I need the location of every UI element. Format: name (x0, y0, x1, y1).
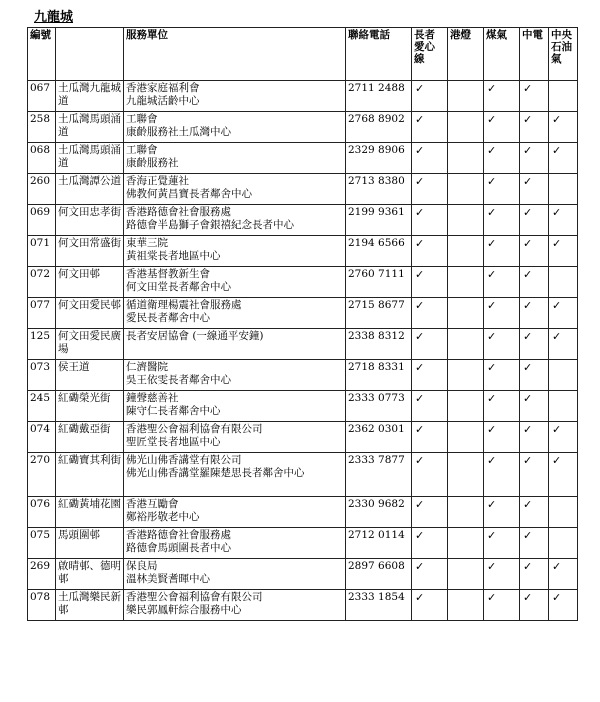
cell-code: 068 (28, 143, 56, 174)
unit-centre: 佛光山佛香講堂羅陳楚思長者鄰舍中心 (126, 467, 305, 479)
check-clp: ✓ (520, 391, 549, 422)
unit-centre: 佛教何黃昌寶長者鄰舍中心 (126, 188, 252, 200)
cell-code: 071 (28, 236, 56, 267)
table-row (28, 453, 578, 497)
table-row (28, 559, 578, 590)
check-gas: ✓ (484, 360, 520, 391)
cell-code: 260 (28, 174, 56, 205)
check-port (448, 329, 484, 360)
header-gas: 煤氣 (484, 28, 520, 81)
unit-organisation: 香港互勵會 (126, 498, 179, 510)
check-clp: ✓ (520, 298, 549, 329)
cell-code: 270 (28, 453, 56, 497)
cell-address: 土瓜灣譚公道 (56, 174, 124, 205)
check-clp: ✓ (520, 81, 549, 112)
check-port (448, 391, 484, 422)
unit-organisation: 仁濟醫院 (126, 361, 168, 373)
check-clp: ✓ (520, 174, 549, 205)
cell-code: 125 (28, 329, 56, 360)
cell-address: 何文田愛民邨 (56, 298, 124, 329)
cell-unit (124, 205, 346, 236)
table-row (28, 528, 578, 559)
check-lpg: ✓ (549, 112, 578, 143)
unit-centre: 康齡服務社土瓜灣中心 (126, 126, 231, 138)
cell-address: 馬頭圍邨 (56, 528, 124, 559)
cell-phone: 2760 7111 (346, 267, 412, 298)
check-lpg (549, 497, 578, 528)
check-lpg: ✓ (549, 422, 578, 453)
check-gas: ✓ (484, 81, 520, 112)
cell-phone: 2768 8902 (346, 112, 412, 143)
check-clp: ✓ (520, 528, 549, 559)
cell-code: 077 (28, 298, 56, 329)
cell-phone: 2329 8906 (346, 143, 412, 174)
check-port (448, 528, 484, 559)
cell-phone: 2718 8331 (346, 360, 412, 391)
cell-phone: 2333 0773 (346, 391, 412, 422)
check-port (448, 81, 484, 112)
check-gas: ✓ (484, 590, 520, 621)
check-elderly: ✓ (412, 112, 448, 143)
cell-phone: 2711 2488 (346, 81, 412, 112)
cell-code: 072 (28, 267, 56, 298)
cell-phone: 2362 0301 (346, 422, 412, 453)
unit-centre: 九龍城活齡中心 (126, 95, 200, 107)
check-gas: ✓ (484, 329, 520, 360)
unit-centre: 聖匠堂長者地區中心 (126, 436, 221, 448)
header-unit: 服務單位 (124, 28, 346, 81)
cell-unit (124, 360, 346, 391)
check-clp: ✓ (520, 143, 549, 174)
check-elderly: ✓ (412, 298, 448, 329)
check-gas: ✓ (484, 174, 520, 205)
cell-address: 土瓜灣樂民新邨 (56, 590, 124, 621)
cell-address: 土瓜灣馬頭涌道 (56, 143, 124, 174)
cell-unit (124, 298, 346, 329)
check-elderly: ✓ (412, 329, 448, 360)
header-code: 編號 (28, 28, 56, 81)
unit-centre: 鄭裕彤敬老中心 (126, 511, 200, 523)
cell-phone: 2713 8380 (346, 174, 412, 205)
table-row (28, 205, 578, 236)
header-clp: 中電 (520, 28, 549, 81)
check-elderly: ✓ (412, 143, 448, 174)
check-gas: ✓ (484, 298, 520, 329)
check-clp: ✓ (520, 497, 549, 528)
cell-address: 何文田愛民廣場 (56, 329, 124, 360)
check-lpg: ✓ (549, 590, 578, 621)
cell-unit (124, 453, 346, 497)
cell-phone: 2330 9682 (346, 497, 412, 528)
check-clp: ✓ (520, 422, 549, 453)
check-elderly: ✓ (412, 205, 448, 236)
check-gas: ✓ (484, 559, 520, 590)
check-clp: ✓ (520, 267, 549, 298)
cell-phone: 2897 6608 (346, 559, 412, 590)
check-clp: ✓ (520, 112, 549, 143)
check-gas: ✓ (484, 497, 520, 528)
table-row (28, 497, 578, 528)
check-port (448, 205, 484, 236)
check-port (448, 497, 484, 528)
check-gas: ✓ (484, 453, 520, 497)
cell-phone: 2715 8677 (346, 298, 412, 329)
cell-unit (124, 329, 346, 360)
check-lpg (549, 81, 578, 112)
check-elderly: ✓ (412, 453, 448, 497)
cell-address: 何文田常盛街 (56, 236, 124, 267)
cell-code: 073 (28, 360, 56, 391)
unit-centre: 愛民長者鄰舍中心 (126, 312, 210, 324)
table-header-row (28, 28, 578, 81)
unit-organisation: 香港路德會社會服務處 (126, 529, 231, 541)
unit-organisation: 長者安居協會 (一線通平安鐘) (126, 330, 264, 342)
unit-organisation: 工聯會 (126, 144, 158, 156)
check-elderly: ✓ (412, 422, 448, 453)
check-lpg: ✓ (549, 298, 578, 329)
cell-code: 076 (28, 497, 56, 528)
check-elderly: ✓ (412, 267, 448, 298)
cell-unit (124, 143, 346, 174)
check-elderly: ✓ (412, 590, 448, 621)
cell-unit (124, 267, 346, 298)
unit-centre: 吳王依雯長者鄰舍中心 (126, 374, 231, 386)
check-lpg (549, 528, 578, 559)
unit-centre: 樂民郭鳳軒綜合服務中心 (126, 604, 242, 616)
table-row (28, 267, 578, 298)
cell-phone: 2712 0114 (346, 528, 412, 559)
check-lpg (549, 391, 578, 422)
cell-address: 紅磡榮光街 (56, 391, 124, 422)
check-port (448, 360, 484, 391)
check-gas: ✓ (484, 205, 520, 236)
cell-code: 074 (28, 422, 56, 453)
check-elderly: ✓ (412, 360, 448, 391)
cell-code: 069 (28, 205, 56, 236)
check-port (448, 174, 484, 205)
cell-phone: 2199 9361 (346, 205, 412, 236)
check-gas: ✓ (484, 112, 520, 143)
table-row (28, 81, 578, 112)
check-gas: ✓ (484, 422, 520, 453)
cell-code: 067 (28, 81, 56, 112)
check-port (448, 422, 484, 453)
cell-code: 075 (28, 528, 56, 559)
cell-unit (124, 422, 346, 453)
cell-code: 245 (28, 391, 56, 422)
cell-phone: 2338 8312 (346, 329, 412, 360)
cell-unit (124, 391, 346, 422)
check-elderly: ✓ (412, 236, 448, 267)
cell-address: 侯王道 (56, 360, 124, 391)
unit-organisation: 香港基督教新生會 (126, 268, 210, 280)
unit-organisation: 香港家庭福利會 (126, 82, 200, 94)
table-row (28, 112, 578, 143)
check-clp: ✓ (520, 236, 549, 267)
unit-centre: 陳守仁長者鄰舍中心 (126, 405, 221, 417)
check-lpg: ✓ (549, 559, 578, 590)
cell-address: 紅磡寶其利街 (56, 453, 124, 497)
check-port (448, 267, 484, 298)
check-clp: ✓ (520, 590, 549, 621)
cell-address: 啟晴邨、德明邨 (56, 559, 124, 590)
cell-address: 何文田邨 (56, 267, 124, 298)
unit-organisation: 香海正覺蓮社 (126, 175, 189, 187)
unit-organisation: 香港聖公會福利協會有限公司 (126, 591, 263, 603)
table-row (28, 391, 578, 422)
header-lpg: 中央 石油 氣 (549, 28, 578, 81)
cell-address: 土瓜灣九龍城道 (56, 81, 124, 112)
check-port (448, 143, 484, 174)
unit-centre: 何文田堂長者鄰舍中心 (126, 281, 231, 293)
table-row (28, 329, 578, 360)
table-row (28, 298, 578, 329)
check-lpg: ✓ (549, 143, 578, 174)
unit-centre: 路德會馬頭圍長者中心 (126, 542, 231, 554)
cell-phone: 2194 6566 (346, 236, 412, 267)
header-elderly-line: 長者 愛心 線 (412, 28, 448, 81)
check-clp: ✓ (520, 205, 549, 236)
cell-phone: 2333 7877 (346, 453, 412, 497)
cell-unit (124, 174, 346, 205)
check-lpg (549, 360, 578, 391)
unit-organisation: 香港聖公會福利協會有限公司 (126, 423, 263, 435)
unit-organisation: 香港路德會社會服務處 (126, 206, 231, 218)
check-gas: ✓ (484, 267, 520, 298)
check-port (448, 590, 484, 621)
table-row (28, 143, 578, 174)
check-elderly: ✓ (412, 528, 448, 559)
unit-centre: 溫林美賢耆暉中心 (126, 573, 210, 585)
check-elderly: ✓ (412, 174, 448, 205)
table-row (28, 236, 578, 267)
check-lpg: ✓ (549, 329, 578, 360)
check-lpg: ✓ (549, 236, 578, 267)
check-port (448, 236, 484, 267)
cell-address: 何文田忠孝街 (56, 205, 124, 236)
district-title: 九龍城 (34, 10, 74, 25)
unit-organisation: 循道衛理楊震社會服務處 (126, 299, 242, 311)
check-clp: ✓ (520, 360, 549, 391)
table-row (28, 590, 578, 621)
unit-organisation: 工聯會 (126, 113, 158, 125)
check-port (448, 298, 484, 329)
unit-organisation: 保良局 (126, 560, 158, 572)
check-elderly: ✓ (412, 497, 448, 528)
table-row (28, 174, 578, 205)
unit-centre: 康齡服務社 (126, 157, 179, 169)
cell-unit (124, 559, 346, 590)
table-row (28, 360, 578, 391)
check-gas: ✓ (484, 236, 520, 267)
cell-unit (124, 81, 346, 112)
check-lpg (549, 174, 578, 205)
cell-address: 土瓜灣馬頭涌道 (56, 112, 124, 143)
cell-unit (124, 236, 346, 267)
check-port (448, 453, 484, 497)
check-lpg (549, 267, 578, 298)
check-elderly: ✓ (412, 81, 448, 112)
cell-unit (124, 112, 346, 143)
check-lpg: ✓ (549, 205, 578, 236)
unit-organisation: 東華三院 (126, 237, 168, 249)
check-gas: ✓ (484, 391, 520, 422)
unit-centre: 黃祖棠長者地區中心 (126, 250, 221, 262)
cell-code: 078 (28, 590, 56, 621)
check-gas: ✓ (484, 528, 520, 559)
cell-unit (124, 590, 346, 621)
check-port (448, 559, 484, 590)
check-clp: ✓ (520, 559, 549, 590)
cell-address: 紅磡戴亞街 (56, 422, 124, 453)
check-elderly: ✓ (412, 391, 448, 422)
check-gas: ✓ (484, 143, 520, 174)
cell-code: 258 (28, 112, 56, 143)
check-clp: ✓ (520, 453, 549, 497)
cell-phone: 2333 1854 (346, 590, 412, 621)
service-units-table (27, 27, 578, 621)
check-lpg: ✓ (549, 453, 578, 497)
check-elderly: ✓ (412, 559, 448, 590)
unit-organisation: 佛光山佛香講堂有限公司 (126, 454, 242, 466)
cell-unit (124, 497, 346, 528)
header-port: 港燈 (448, 28, 484, 81)
unit-centre: 路德會半島獅子會銀禧紀念長者中心 (126, 219, 294, 231)
table-row (28, 422, 578, 453)
cell-unit (124, 528, 346, 559)
cell-code: 269 (28, 559, 56, 590)
header-address (56, 28, 124, 81)
unit-organisation: 鐘聲慈善社 (126, 392, 179, 404)
check-port (448, 112, 484, 143)
header-phone: 聯絡電話 (346, 28, 412, 81)
check-clp: ✓ (520, 329, 549, 360)
cell-address: 紅磡黃埔花園 (56, 497, 124, 528)
